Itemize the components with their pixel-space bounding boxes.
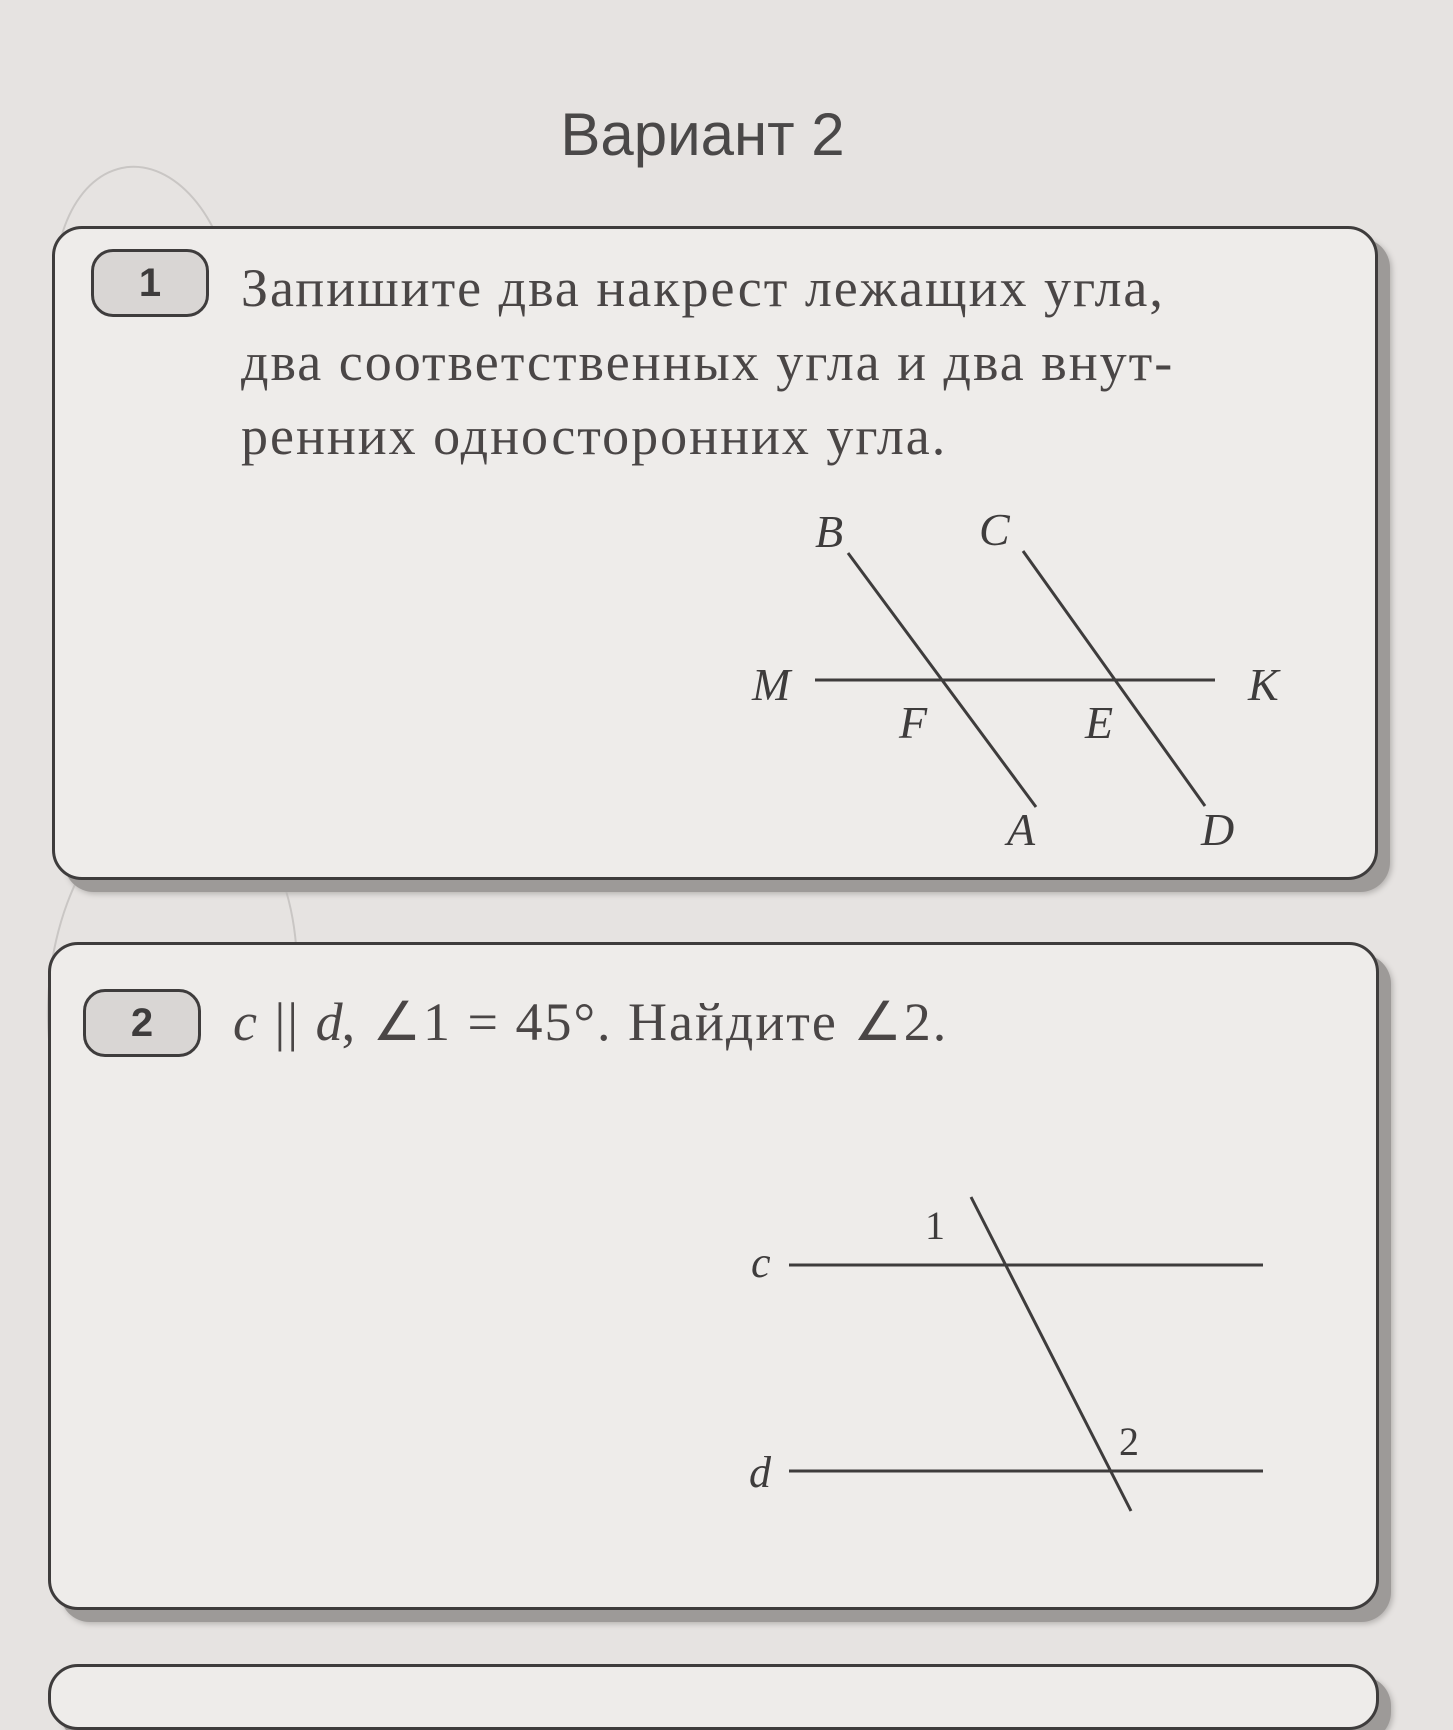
symbol-c: c bbox=[233, 992, 259, 1052]
angle-2-label: 2 bbox=[1119, 1419, 1139, 1464]
task-1-line-3: ренних односторонних угла. bbox=[241, 406, 948, 466]
task-1-diagram bbox=[55, 229, 1375, 877]
task-1-line-2: два соответственных угла и два внут- bbox=[241, 332, 1175, 392]
task-2-condition: , ∠1 = 45°. Найдите ∠2. bbox=[341, 992, 949, 1052]
angle-1-label: 1 bbox=[925, 1203, 945, 1248]
task-2-diagram bbox=[51, 945, 1376, 1607]
label-f: F bbox=[899, 697, 928, 748]
task-2-number-badge: 2 bbox=[83, 989, 201, 1057]
next-task-card-partial bbox=[48, 1664, 1379, 1730]
task-1-line-1: Запишите два накрест лежащих угла, bbox=[241, 258, 1165, 318]
label-b: B bbox=[815, 506, 844, 557]
label-k: K bbox=[1248, 659, 1279, 710]
task-2-card bbox=[48, 942, 1379, 1610]
label-e: E bbox=[1085, 697, 1114, 748]
parallel-symbol: || bbox=[274, 992, 301, 1052]
label-a: A bbox=[1007, 804, 1036, 855]
label-c-line: c bbox=[751, 1238, 771, 1287]
label-c: C bbox=[979, 504, 1010, 555]
task-1-number-badge: 1 bbox=[91, 249, 209, 317]
transversal bbox=[971, 1197, 1131, 1511]
label-d-line: d bbox=[749, 1448, 771, 1497]
page-title: Вариант 2 bbox=[560, 101, 845, 168]
task-1-card bbox=[52, 226, 1378, 880]
symbol-d: d bbox=[315, 992, 345, 1052]
label-d: D bbox=[1201, 804, 1235, 855]
label-m: M bbox=[752, 659, 791, 710]
